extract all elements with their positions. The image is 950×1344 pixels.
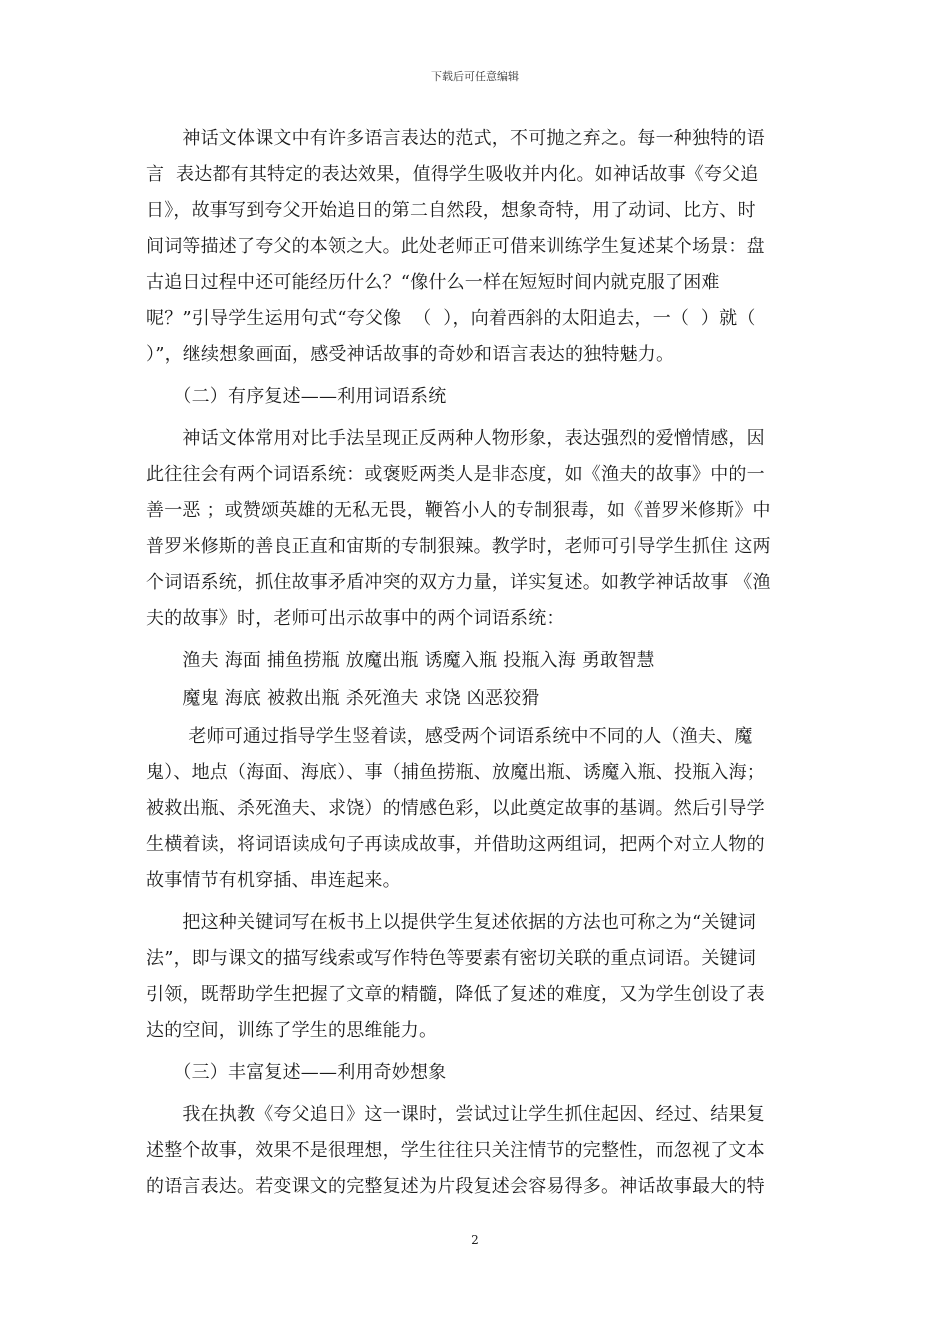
text-line: 述整个故事，效果不是很理想，学生往往只关注情节的完整性，而忽视了文本 — [146, 1140, 765, 1161]
text-line: 鬼）、地点（海面、海底）、事（捕鱼捞瓶、放魔出瓶、诱魔入瓶、投瓶入海； — [146, 762, 765, 783]
word-system-line: 渔夫 海面 捕鱼捞瓶 放魔出瓶 诱魔入瓶 投瓶入海 勇敢智慧 — [146, 650, 655, 671]
text-line: 呢？”引导学生运用句式“夸父像 （ ），向着西斜的太阳追去，一（ ）就（ — [146, 308, 756, 329]
section-heading: （二）有序复述——利用词语系统 — [146, 386, 447, 407]
text-line: 老师可通过指导学生竖着读，感受两个词语系统中不同的人（渔夫、魔 — [146, 726, 753, 747]
text-line: 夫的故事》时，老师可出示故事中的两个词语系统： — [146, 608, 565, 629]
text-line: 古追日过程中还可能经历什么？“像什么一样在短短时间内就克服了困难 — [146, 272, 720, 293]
text-line: 善一恶 ；或赞颂英雄的无私无畏，鞭笞小人的专制狠毒，如《普罗米修斯》中 — [146, 500, 771, 521]
text-line: 被救出瓶、杀死渔夫、求饶）的情感色彩，以此奠定故事的基调。然后引导学 — [146, 798, 765, 819]
page-header: 下载后可任意编辑 — [431, 70, 519, 83]
text-line: 神话文体常用对比手法呈现正反两种人物形象，表达强烈的爱憎情感，因 — [146, 428, 765, 449]
text-line: 生横着读，将词语读成句子再读成故事，并借助这两组词，把两个对立人物的 — [146, 834, 765, 855]
text-line: 的语言表达。若变课文的完整复述为片段复述会容易得多。神话故事最大的特 — [146, 1176, 765, 1197]
text-line: 普罗米修斯的善良正直和宙斯的专制狠辣。教学时，老师可引导学生抓住 这两 — [146, 536, 771, 557]
text-line: 日》，故事写到夸父开始追日的第二自然段，想象奇特，用了动词、比方、时 — [146, 200, 756, 221]
text-line: ）”，继续想象画面，感受神话故事的奇妙和语言表达的独特魅力。 — [146, 344, 675, 365]
text-line: 间词等描述了夸父的本领之大。此处老师正可借来训练学生复述某个场景：盘 — [146, 236, 765, 257]
word-system-line: 魔鬼 海底 被救出瓶 杀死渔夫 求饶 凶恶狡猾 — [146, 688, 540, 709]
page-number: 2 — [471, 1233, 479, 1247]
text-line: 个词语系统，抓住故事矛盾冲突的双方力量，详实复述。如教学神话故事 《渔 — [146, 572, 771, 593]
text-line: 达的空间，训练了学生的思维能力。 — [146, 1020, 438, 1041]
text-line: 此往往会有两个词语系统：或褒贬两类人是非态度，如《渔夫的故事》中的一 — [146, 464, 765, 485]
text-line: 言 表达都有其特定的表达效果，值得学生吸收并内化。如神话故事《夸父追 — [146, 164, 759, 185]
text-line: 神话文体课文中有许多语言表达的范式，不可抛之弃之。每一种独特的语 — [146, 128, 765, 149]
text-line: 把这种关键词写在板书上以提供学生复述依据的方法也可称之为“关键词 — [146, 912, 756, 933]
text-line: 故事情节有机穿插、串连起来。 — [146, 870, 401, 891]
section-heading: （三）丰富复述——利用奇妙想象 — [146, 1062, 447, 1083]
text-line: 我在执教《夸父追日》这一课时，尝试过让学生抓住起因、经过、结果复 — [146, 1104, 765, 1125]
text-line: 引领，既帮助学生把握了文章的精髓，降低了复述的难度，又为学生创设了表 — [146, 984, 765, 1005]
text-line: 法”，即与课文的描写线索或写作特色等要素有密切关联的重点词语。关键词 — [146, 948, 756, 969]
